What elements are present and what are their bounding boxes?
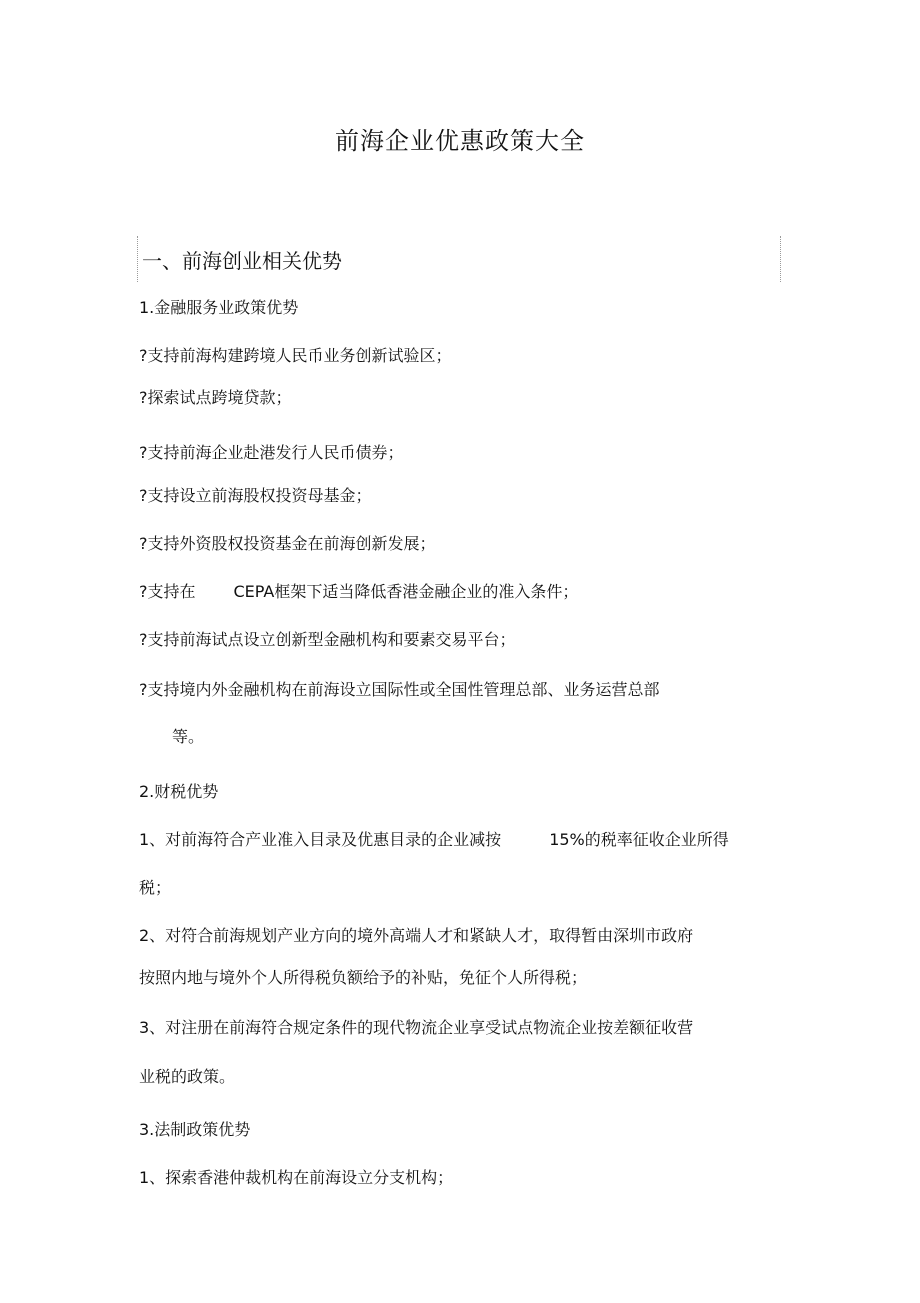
- list-item: ?支持前海试点设立创新型金融机构和要素交易平台；: [139, 630, 516, 649]
- list-item: 3、对注册在前海符合规定条件的现代物流企业享受试点物流企业按差额征收营: [139, 1018, 694, 1037]
- list-item-continuation: 业税的政策。: [139, 1067, 236, 1086]
- list-item: ?支持前海构建跨境人民币业务创新试验区；: [139, 346, 452, 365]
- list-item-part: ?支持在: [139, 582, 196, 601]
- list-item: 1、探索香港仲裁机构在前海设立分支机构；: [139, 1168, 454, 1187]
- list-item: ?支持外资股权投资基金在前海创新发展；: [139, 534, 436, 553]
- list-item-part: 1、对前海符合产业准入目录及优惠目录的企业减按: [139, 830, 502, 849]
- list-item-part: CEPA框架下适当降低香港金融企业的准入条件；: [233, 582, 579, 601]
- list-item-continuation: 按照内地与境外个人所得税负额给予的补贴，免征个人所得税；: [139, 968, 588, 987]
- list-item: [139, 580, 578, 604]
- subsection-heading-finance: 1.金融服务业政策优势: [139, 298, 299, 317]
- list-item: 2、对符合前海规划产业方向的境外高端人才和紧缺人才，取得暂由深圳市政府: [139, 926, 694, 945]
- list-item: ?探索试点跨境贷款；: [139, 388, 292, 407]
- list-item-continuation: 税；: [139, 878, 172, 897]
- section-heading-box: [137, 236, 781, 282]
- document-title: 前海企业优惠政策大全: [335, 127, 585, 155]
- list-item: [139, 828, 729, 852]
- list-item-part: 15%的税率征收企业所得: [549, 830, 729, 849]
- list-item: ?支持设立前海股权投资母基金；: [139, 486, 372, 505]
- subsection-heading-tax: 2.财税优势: [139, 782, 219, 801]
- list-item: ?支持前海企业赴港发行人民币债券；: [139, 443, 404, 462]
- list-item-continuation: 等。: [172, 727, 205, 746]
- section-heading: 一、前海创业相关优势: [142, 249, 342, 273]
- subsection-heading-legal: 3.法制政策优势: [139, 1120, 251, 1139]
- list-item: ?支持境内外金融机构在前海设立国际性或全国性管理总部、业务运营总部: [139, 680, 660, 699]
